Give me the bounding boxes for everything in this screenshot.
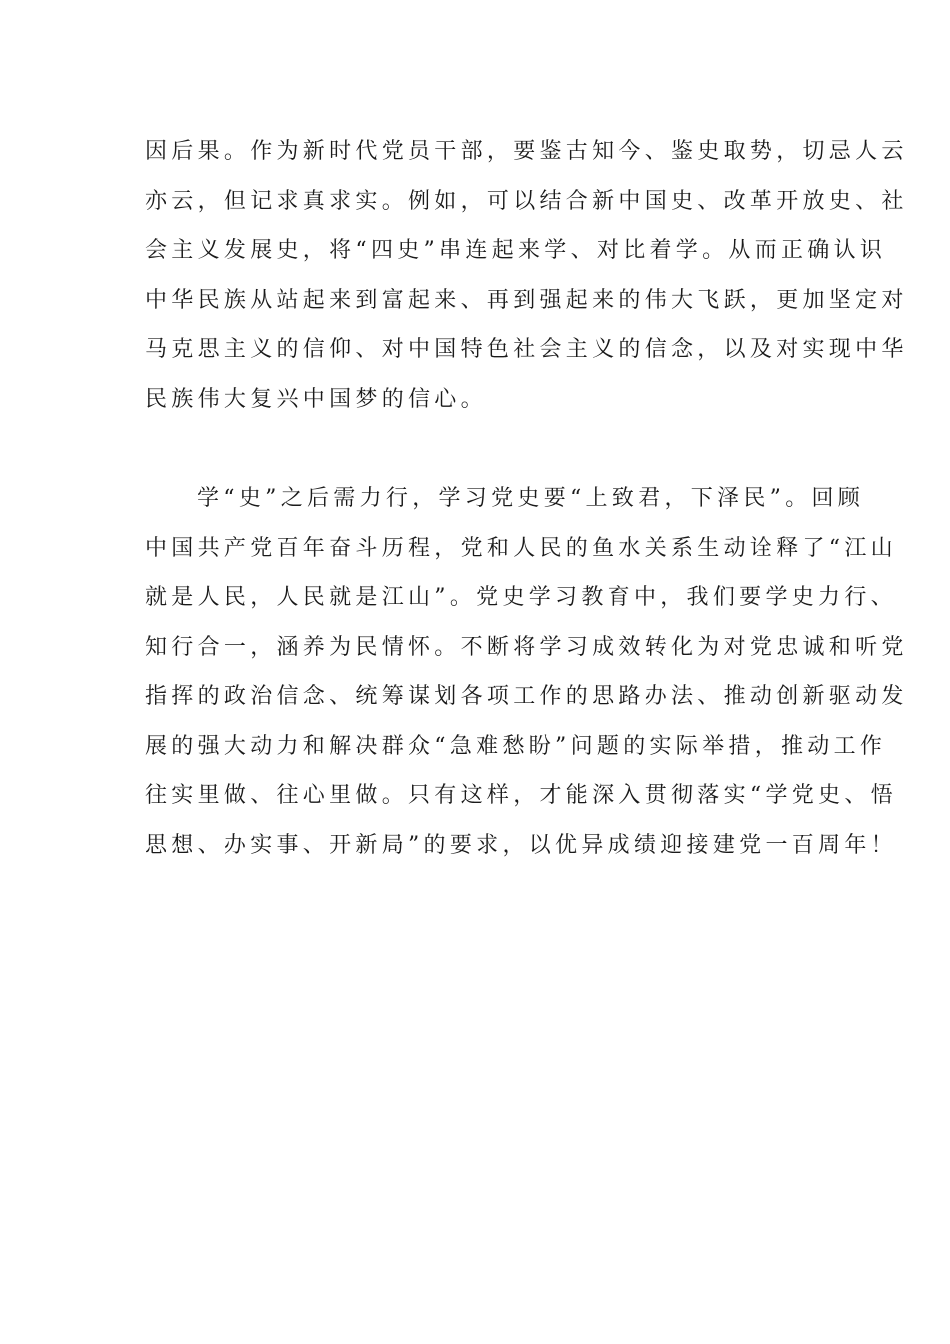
- paragraph-1: [145, 127, 908, 424]
- paragraph-line: 亦云，但记求真求实。例如，可以结合新中国史、改革开放史、社: [145, 188, 908, 214]
- paragraph-line: 中华民族从站起来到富起来、再到强起来的伟大飞跃，更加坚定对: [145, 287, 908, 313]
- paragraph-line: 学“史”之后需力行，学习党史要“上致君，下泽民”。回顾: [197, 486, 865, 511]
- paragraph-line: 民族伟大复兴中国梦的信心。: [145, 386, 487, 412]
- paragraph-line: 指挥的政治信念、统筹谋划各项工作的思路办法、推动创新驱动发: [145, 684, 908, 709]
- paragraph-line: 马克思主义的信仰、对中国特色社会主义的信念，以及对实现中华: [145, 337, 908, 362]
- paragraph-line: 知行合一，涵养为民情怀。不断将学习成效转化为对党忠诚和听党: [145, 634, 908, 660]
- paragraph-line: 就是人民，人民就是江山”。党史学习教育中，我们要学史力行、: [145, 585, 897, 610]
- paragraph-line: 往实里做、往心里做。只有这样，才能深入贯彻落实“学党史、悟: [145, 783, 897, 808]
- paragraph-line: 中国共产党百年奋斗历程，党和人民的鱼水关系生动诠释了“江山: [145, 535, 897, 561]
- paragraph-line: 思想、办实事、开新局”的要求，以优异成绩迎接建党一百周年！: [145, 832, 897, 858]
- paragraph-line: 因后果。作为新时代党员干部，要鉴古知今、鉴史取势，切忌人云: [145, 139, 908, 164]
- paragraph-line: 会主义发展史，将“四史”串连起来学、对比着学。从而正确认识: [145, 238, 887, 263]
- paragraph-line: 展的强大动力和解决群众“急难愁盼”问题的实际举措，推动工作: [145, 733, 887, 759]
- paragraph-2: [145, 474, 908, 870]
